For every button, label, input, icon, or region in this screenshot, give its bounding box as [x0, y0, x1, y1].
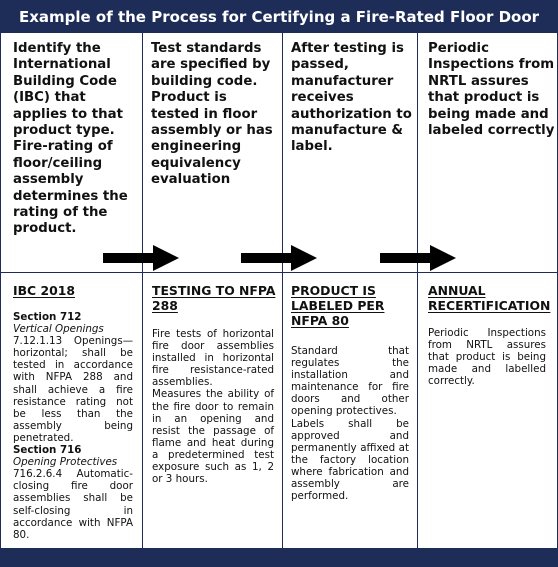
- arrow-right-icon: [380, 245, 456, 271]
- step-column-labeling: [283, 33, 418, 548]
- testing-paragraph-2: Measures the ability of the fire door to remain in an opening and resist the passage of flame and heat during a predetermined test exposure such as 1, 2 or 3 hours.: [152, 388, 274, 486]
- step-column-ibc: [1, 33, 143, 548]
- step-details-1: [13, 311, 133, 541]
- section-716-title: Opening Protectives: [13, 456, 118, 469]
- step-column-testing: [143, 33, 283, 548]
- page-title: Example of the Process for Certifying a Fire-Rated Floor Door: [1, 1, 557, 33]
- testing-paragraph-1: Fire tests of horizontal fire door assemblies installed in horizontal fire resistance-rated assemblies.: [152, 328, 274, 389]
- step-summary-3: After testing is passed, manufacturer receives authorization to manufacture & label.: [291, 41, 412, 155]
- labeling-paragraph-2: Labels shall be approved and permanently affixed at the factory location where fabrication and assembly are performed.: [291, 417, 409, 503]
- step-details-3: [291, 345, 409, 502]
- step-details-4: [428, 327, 546, 387]
- row-divider: [1, 272, 557, 273]
- step-summary-1: Identify the International Building Code (IBC) that applies to that product type. Fire-rating of floor/ceiling assembly determines the rating of the product.: [13, 41, 128, 237]
- step-summary-2: Test standards are specified by building code. Product is tested in floor assembly or has engineering equivalency evaluation: [151, 41, 273, 188]
- step-heading-1: IBC 2018: [13, 283, 75, 298]
- recertification-paragraph-1: Periodic Inspections from NRTL assures that product is being made and labelled correctly.: [428, 327, 546, 388]
- step-summary-4: Periodic Inspections from NRTL assures that product is being made and labeled correctly: [428, 41, 555, 139]
- arrow-right-icon: [241, 245, 317, 271]
- step-heading-2: TESTING TO NFPA 288: [152, 283, 276, 313]
- step-heading-3: PRODUCT IS LABELED PER NFPA 80: [291, 283, 385, 328]
- labeling-paragraph-1: Standard that regulates the installation and maintenance for fire doors and other opening protectives.: [291, 345, 409, 418]
- step-column-recertification: [418, 33, 557, 548]
- step-heading-4: ANNUAL RECERTIFICATION: [428, 283, 551, 313]
- section-712-title: Vertical Openings: [13, 323, 104, 336]
- section-712-label: Section 712: [13, 311, 82, 323]
- footer-bar: [1, 548, 557, 566]
- section-716-text: 716.2.6.4 Automatic-closing fire door assemblies shall be self-closing in accordance with NFPA 80.: [13, 468, 133, 541]
- section-712-text: 7.12.1.13 Openings—horizontal; shall be tested in accordance with NFPA 288 and shall achieve a fire resistance rating not be less than the assembly being penetrated.: [13, 335, 133, 444]
- section-716-label: Section 716: [13, 444, 82, 457]
- arrow-right-icon: [103, 245, 179, 271]
- step-details-2: [152, 328, 274, 485]
